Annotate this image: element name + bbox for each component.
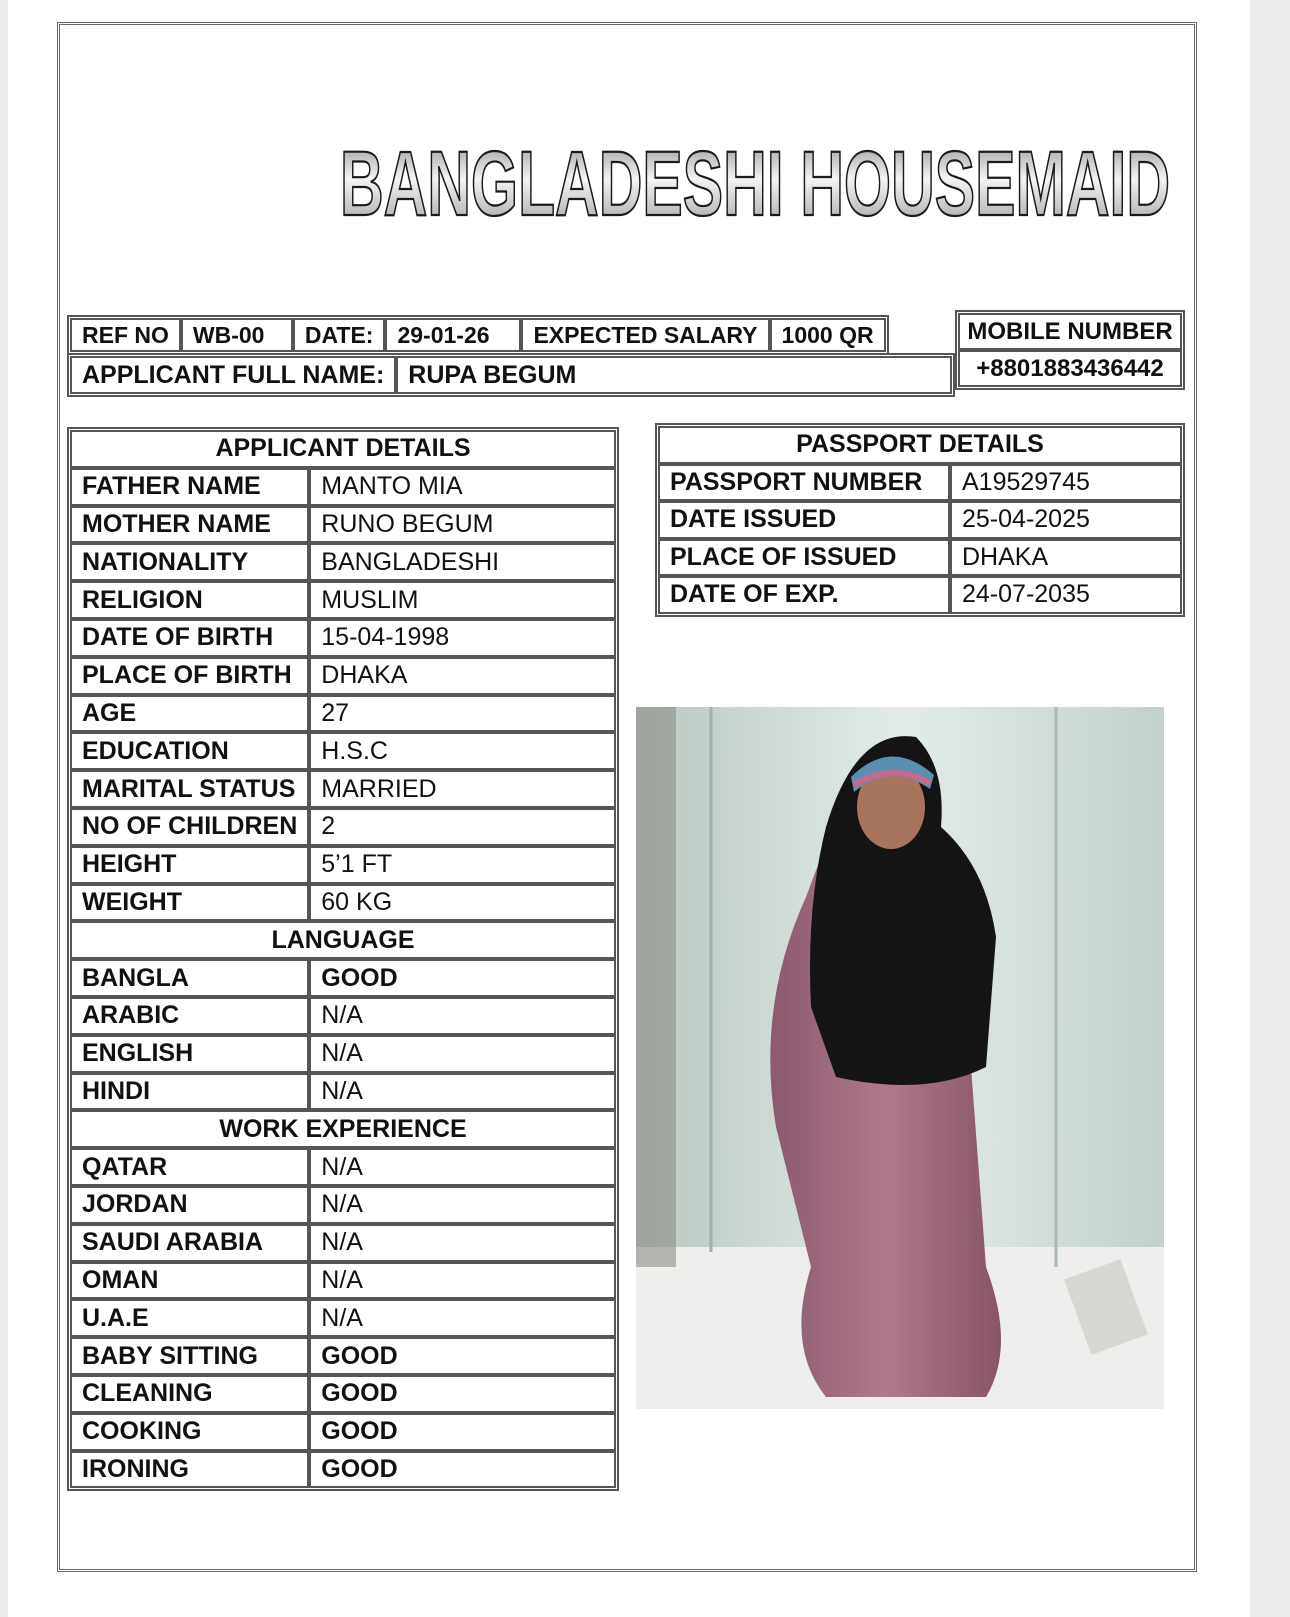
field-label: IRONING [70,1451,309,1489]
row-hindi [70,1073,616,1111]
field-value: BANGLADESHI [309,543,616,581]
applicant-name-label: APPLICANT FULL NAME: [70,356,396,394]
field-label: HEIGHT [70,846,309,884]
field-label: NO OF CHILDREN [70,808,309,846]
row-passport-number [658,464,1182,502]
row-mother-name [70,506,616,544]
field-label: BABY SITTING [70,1337,309,1375]
field-value: N/A [309,1262,616,1300]
field-label: QATAR [70,1148,309,1186]
section-heading: APPLICANT DETAILS [70,430,616,468]
field-label: AGE [70,695,309,733]
row-saudi-arabia [70,1224,616,1262]
field-label: BANGLA [70,959,309,997]
field-label: MARITAL STATUS [70,770,309,808]
row-place-of-issued [658,539,1182,577]
row-ironing [70,1451,616,1489]
row-oman [70,1262,616,1300]
field-value: GOOD [309,1413,616,1451]
field-value: 60 KG [309,884,616,922]
field-value: 27 [309,695,616,733]
field-label: MOTHER NAME [70,506,309,544]
field-value: RUNO BEGUM [309,506,616,544]
row-arabic [70,997,616,1035]
row-qatar [70,1148,616,1186]
mobile-number-label: MOBILE NUMBER [958,313,1182,350]
field-value: N/A [309,997,616,1035]
field-value: MUSLIM [309,581,616,619]
section-heading: WORK EXPERIENCE [70,1110,616,1148]
field-label: PASSPORT NUMBER [658,464,950,502]
row-jordan [70,1186,616,1224]
field-label: DATE OF BIRTH [70,619,309,657]
row-date-of-birth [70,619,616,657]
applicant-photo [636,707,1164,1409]
applicant-name-row [70,356,952,394]
date-label: DATE: [293,318,386,352]
mobile-number-value: +8801883436442 [958,350,1182,387]
field-value: MANTO MIA [309,468,616,506]
reference-row [70,318,886,352]
field-value: N/A [309,1224,616,1262]
row-place-of-birth [70,657,616,695]
field-value: GOOD [309,959,616,997]
field-label: U.A.E [70,1299,309,1337]
mobile-number-box [958,313,1182,387]
document-title [340,120,1180,240]
applicant-details-table [70,430,616,1488]
field-value: 2 [309,808,616,846]
row-english [70,1035,616,1073]
field-label: WEIGHT [70,884,309,922]
section-heading-row [70,921,616,959]
field-label: DATE ISSUED [658,501,950,539]
field-value: N/A [309,1186,616,1224]
field-label: HINDI [70,1073,309,1111]
field-label: CLEANING [70,1375,309,1413]
field-label: PLACE OF ISSUED [658,539,950,577]
field-label: EDUCATION [70,732,309,770]
field-value: GOOD [309,1451,616,1489]
date-value: 29-01-26 [385,318,521,352]
field-value: H.S.C [309,732,616,770]
field-label: FATHER NAME [70,468,309,506]
row-age [70,695,616,733]
expected-salary-value: 1000 QR [770,318,886,352]
row-bangla [70,959,616,997]
section-heading-row [70,1110,616,1148]
field-value: DHAKA [950,539,1182,577]
section-heading-row [70,430,616,468]
row-father-name [70,468,616,506]
field-value: DHAKA [309,657,616,695]
expected-salary-label: EXPECTED SALARY [521,318,769,352]
field-label: ARABIC [70,997,309,1035]
field-label: JORDAN [70,1186,309,1224]
field-value: A19529745 [950,464,1182,502]
row-u-a-e [70,1299,616,1337]
row-baby-sitting [70,1337,616,1375]
passport-details-table [658,426,1182,614]
field-value: 5’1 FT [309,846,616,884]
applicant-name-value: RUPA BEGUM [396,356,952,394]
field-value: GOOD [309,1375,616,1413]
section-heading: LANGUAGE [70,921,616,959]
field-value: N/A [309,1299,616,1337]
field-label: COOKING [70,1413,309,1451]
field-label: ENGLISH [70,1035,309,1073]
field-value: 24-07-2035 [950,576,1182,614]
row-nationality [70,543,616,581]
field-label: DATE OF EXP. [658,576,950,614]
field-value: N/A [309,1148,616,1186]
row-no-of-children [70,808,616,846]
row-date-issued [658,501,1182,539]
field-value: 25-04-2025 [950,501,1182,539]
field-value: MARRIED [309,770,616,808]
field-label: OMAN [70,1262,309,1300]
field-value: GOOD [309,1337,616,1375]
row-weight [70,884,616,922]
row-religion [70,581,616,619]
row-education [70,732,616,770]
row-marital-status [70,770,616,808]
row-date-of-exp [658,576,1182,614]
field-value: 15-04-1998 [309,619,616,657]
ref-no-value: WB-00 [181,318,293,352]
field-label: NATIONALITY [70,543,309,581]
ref-no-label: REF NO [70,318,181,352]
field-label: PLACE OF BIRTH [70,657,309,695]
field-value: N/A [309,1073,616,1111]
row-cleaning [70,1375,616,1413]
row-height [70,846,616,884]
field-value: N/A [309,1035,616,1073]
section-heading-row [658,426,1182,464]
row-cooking [70,1413,616,1451]
field-label: SAUDI ARABIA [70,1224,309,1262]
section-heading: PASSPORT DETAILS [658,426,1182,464]
title-text: BANGLADESHI HOUSEMAID [340,133,1170,235]
field-label: RELIGION [70,581,309,619]
